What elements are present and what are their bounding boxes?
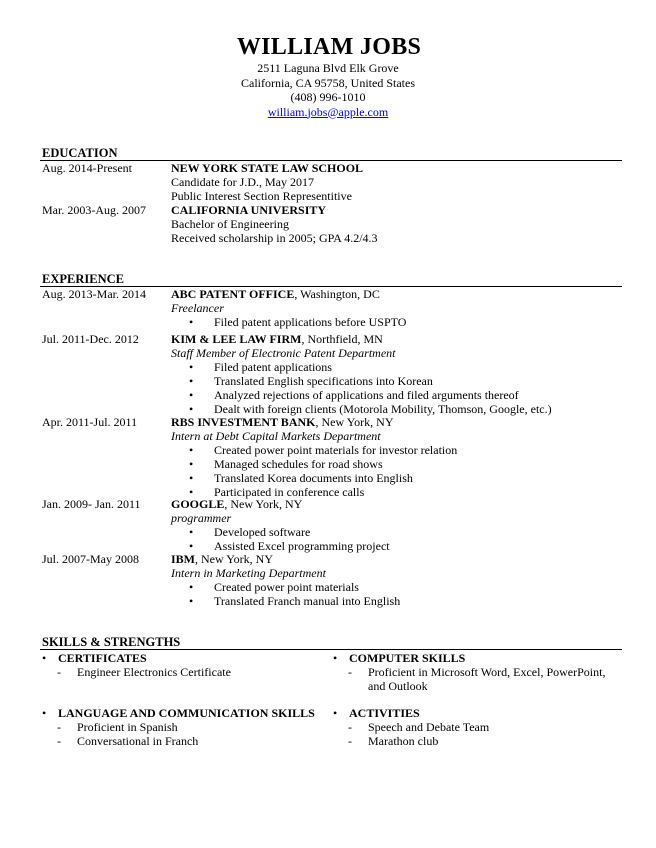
entry-date: Aug. 2014-Present	[42, 161, 132, 175]
bullet-icon: •	[189, 457, 194, 471]
education-detail: Candidate for J.D., May 2017	[171, 175, 314, 189]
bullet-icon: •	[189, 374, 194, 388]
skill-group-heading: ACTIVITIES	[349, 706, 420, 720]
job-role: Intern in Marketing Department	[171, 566, 326, 580]
bullet-icon: •	[189, 360, 194, 374]
duty-item: Created power point materials for investor relation	[214, 443, 458, 457]
duty-item: Translated Korea documents into English	[214, 471, 413, 485]
education-detail: Received scholarship in 2005; GPA 4.2/4.3	[171, 231, 378, 245]
bullet-icon: •	[42, 706, 47, 720]
skill-group-heading: COMPUTER SKILLS	[349, 651, 466, 665]
skill-item: Proficient in Microsoft Word, Excel, PowerPoint,	[368, 665, 606, 679]
dash-icon: -	[348, 734, 352, 748]
duty-item: Dealt with foreign clients (Motorola Mobility, Thomson, Google, etc.)	[214, 402, 552, 416]
address-line-2: California, CA 95758, United States	[241, 75, 415, 90]
skill-group-heading: LANGUAGE AND COMMUNICATION SKILLS	[58, 706, 315, 720]
skill-item: Speech and Debate Team	[368, 720, 490, 734]
company-location: , New York, NY	[195, 552, 274, 566]
company-name: GOOGLE	[171, 497, 225, 511]
dash-icon: -	[348, 720, 352, 734]
education-detail: Bachelor of Engineering	[171, 217, 289, 231]
resume-header	[0, 33, 656, 119]
duty-item: Filed patent applications	[214, 360, 332, 374]
skills-divider	[40, 649, 622, 650]
company-location: , Washington, DC	[294, 287, 380, 301]
skill-item: Conversational in Franch	[77, 734, 199, 748]
skill-group-heading: CERTIFICATES	[58, 651, 147, 665]
company-name: RBS INVESTMENT BANK	[171, 415, 316, 429]
duty-item: Translated Franch manual into English	[214, 594, 401, 608]
education-entry	[42, 203, 622, 245]
experience-entry	[42, 415, 622, 499]
duty-item: Translated English specifications into Korean	[214, 374, 433, 388]
education-detail: Public Interest Section Representitive	[171, 189, 352, 203]
job-role: Intern at Debt Capital Markets Department	[171, 429, 381, 443]
entry-date: Mar. 2003-Aug. 2007	[42, 203, 146, 217]
company-name: ABC PATENT OFFICE	[171, 287, 295, 301]
bullet-icon: •	[189, 580, 194, 594]
dash-icon: -	[57, 665, 61, 679]
email-link[interactable]: william.jobs@apple.com	[267, 104, 389, 119]
bullet-icon: •	[42, 651, 47, 665]
phone-number: (408) 996-1010	[290, 90, 366, 104]
bullet-icon: •	[189, 525, 194, 539]
entry-date: Jul. 2011-Dec. 2012	[42, 332, 139, 346]
skill-group	[333, 651, 623, 693]
experience-entry	[42, 552, 622, 608]
skill-group	[333, 706, 623, 748]
entry-date: Jul. 2007-May 2008	[42, 552, 139, 566]
bullet-icon: •	[189, 471, 194, 485]
duty-item: Managed schedules for road shows	[214, 457, 383, 471]
experience-entry	[42, 497, 622, 553]
skills-heading: SKILLS & STRENGTHS	[42, 635, 181, 649]
dash-icon: -	[348, 665, 352, 679]
job-role: Freelancer	[171, 301, 224, 315]
duty-item: Participated in conference calls	[214, 485, 365, 499]
company-location: , New York, NY	[315, 415, 394, 429]
entry-date: Aug. 2013-Mar. 2014	[42, 287, 146, 301]
address-line-1: 2511 Laguna Blvd Elk Grove	[257, 61, 399, 75]
education-entry	[42, 161, 622, 203]
experience-heading: EXPERIENCE	[42, 272, 124, 286]
duty-item: Assisted Excel programming project	[214, 539, 390, 553]
job-role: Staff Member of Electronic Patent Department	[171, 346, 396, 360]
skill-item: Proficient in Spanish	[77, 720, 178, 734]
dash-icon: -	[57, 734, 61, 748]
duty-item: Created power point materials	[214, 580, 359, 594]
skill-item: Marathon club	[368, 734, 439, 748]
candidate-name: WILLIAM JOBS	[236, 34, 422, 60]
entry-date: Jan. 2009- Jan. 2011	[42, 497, 141, 511]
dash-icon: -	[57, 720, 61, 734]
duty-item: Developed software	[214, 525, 311, 539]
school-name: CALIFORNIA UNIVERSITY	[171, 203, 327, 217]
school-name: NEW YORK STATE LAW SCHOOL	[171, 161, 364, 175]
bullet-icon: •	[333, 706, 338, 720]
experience-entry	[42, 287, 622, 329]
bullet-icon: •	[189, 594, 194, 608]
bullet-icon: •	[333, 651, 338, 665]
bullet-icon: •	[189, 539, 194, 553]
education-heading: EDUCATION	[42, 146, 118, 160]
company-location: , New York, NY	[224, 497, 303, 511]
entry-date: Apr. 2011-Jul. 2011	[42, 415, 138, 429]
bullet-icon: •	[189, 443, 194, 457]
skill-group	[42, 706, 332, 748]
job-role: programmer	[171, 511, 232, 525]
skill-item: and Outlook	[368, 679, 428, 693]
experience-entry	[42, 332, 622, 416]
bullet-icon: •	[189, 315, 194, 329]
bullet-icon: •	[189, 388, 194, 402]
skill-item: Engineer Electronics Certificate	[77, 665, 231, 679]
bullet-icon: •	[189, 402, 194, 416]
skill-group	[42, 651, 332, 679]
company-name: IBM	[171, 552, 195, 566]
duty-item: Filed patent applications before USPTO	[214, 315, 407, 329]
company-location: , Northfield, MN	[301, 332, 383, 346]
bullet-icon: •	[189, 485, 194, 499]
duty-item: Analyzed rejections of applications and filed arguments thereof	[214, 388, 519, 402]
company-name: KIM & LEE LAW FIRM	[171, 332, 302, 346]
